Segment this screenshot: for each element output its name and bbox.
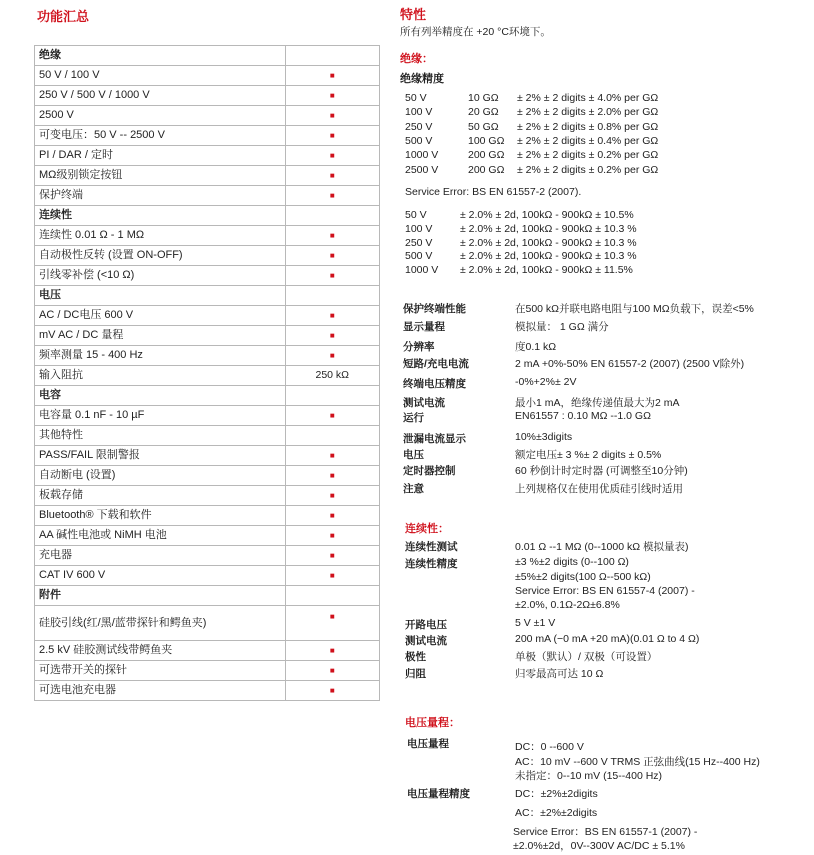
feature-label: 绝缘 bbox=[35, 46, 286, 66]
feature-value-cell bbox=[285, 166, 379, 186]
feature-label: mV AC / DC 量程 bbox=[35, 326, 286, 346]
feature-label: AA 碱性电池或 NiMH 电池 bbox=[35, 526, 286, 546]
feature-label: 电容 bbox=[35, 386, 286, 406]
feature-label: 输入阻抗 bbox=[35, 366, 286, 386]
feature-value-cell bbox=[285, 606, 379, 641]
accuracy-range: 10 GΩ bbox=[468, 92, 499, 104]
accuracy-value: ± 2% ± 2 digits ± 0.2% per GΩ bbox=[517, 149, 659, 162]
feature-row bbox=[35, 66, 380, 86]
feature-row bbox=[35, 486, 380, 506]
accuracy-value: ± 2% ± 2 digits ± 0.4% per GΩ bbox=[517, 134, 659, 147]
feature-value-cell bbox=[285, 286, 379, 306]
feature-value-cell bbox=[285, 266, 379, 286]
accuracy-value: ± 2% ± 2 digits ± 4.0% per GΩ bbox=[517, 92, 659, 104]
accuracy-voltage: 2500 V bbox=[405, 163, 439, 176]
feature-label: 硅胶引线(红/黑/蓝带探针和鳄鱼夹) bbox=[35, 606, 286, 641]
spec-label: 连续性精度 bbox=[405, 558, 458, 570]
feature-value-cell bbox=[285, 126, 379, 146]
feature-value-cell bbox=[285, 681, 379, 701]
accuracy-range: 200 GΩ bbox=[468, 149, 505, 162]
accuracy-value: ± 2% ± 2 digits ± 2.0% per GΩ bbox=[517, 106, 659, 119]
spec-value: 5 V ±1 V bbox=[515, 617, 556, 629]
feature-summary-table bbox=[34, 45, 380, 701]
spec-label: 保护终端性能 bbox=[403, 303, 466, 315]
included-marker: ■ bbox=[329, 351, 335, 360]
spec-value: 60 秒倒计时定时器 (可调整至10分钟) bbox=[515, 465, 688, 477]
feature-label: 可变电压：50 V -- 2500 V bbox=[35, 126, 286, 146]
feature-label: 50 V / 100 V bbox=[35, 66, 286, 86]
service-voltage: 250 V bbox=[405, 236, 433, 249]
feature-row bbox=[35, 546, 380, 566]
included-marker: ■ bbox=[329, 111, 335, 120]
accuracy-range: 20 GΩ bbox=[468, 106, 499, 119]
accuracy-voltage: 50 V bbox=[405, 92, 427, 104]
feature-value-cell bbox=[285, 426, 379, 446]
included-marker: ■ bbox=[329, 531, 335, 540]
feature-value-cell bbox=[285, 186, 379, 206]
feature-row bbox=[35, 681, 380, 701]
feature-label: 可选电池充电器 bbox=[35, 681, 286, 701]
feature-value-cell bbox=[285, 446, 379, 466]
spec-value: 度0.1 kΩ bbox=[515, 341, 557, 353]
included-marker: ■ bbox=[329, 151, 335, 160]
spec-label: 开路电压 bbox=[405, 619, 447, 631]
included-marker: ■ bbox=[329, 331, 335, 340]
spec-value: Service Error: BS EN 61557-4 (2007) - bbox=[515, 585, 695, 597]
voltage-range-line: 未指定：0--10 mV (15--400 Hz) bbox=[515, 770, 663, 782]
voltage-range-label: 电压量程 bbox=[407, 738, 449, 750]
spec-value: 最小1 mA，绝缘传递值最大为2 mA bbox=[515, 397, 680, 409]
feature-summary-title: 功能汇总 bbox=[37, 9, 90, 24]
spec-label: 测试电流 bbox=[405, 635, 447, 647]
included-marker: ■ bbox=[329, 271, 335, 280]
service-voltage: 500 V bbox=[405, 250, 433, 263]
feature-value-cell bbox=[285, 306, 379, 326]
accuracy-range: 50 GΩ bbox=[468, 120, 499, 133]
service-value: ± 2.0% ± 2d, 100kΩ - 900kΩ ± 10.5% bbox=[460, 209, 634, 221]
service-voltage: 1000 V bbox=[405, 264, 439, 277]
spec-value: 模拟量： 1 GΩ 满分 bbox=[515, 321, 609, 333]
feature-value: 250 kΩ bbox=[315, 369, 350, 381]
service-value: ± 2.0% ± 2d, 100kΩ - 900kΩ ± 10.3 % bbox=[460, 222, 637, 235]
insulation-accuracy-heading: 绝缘精度 bbox=[400, 73, 444, 85]
feature-row bbox=[35, 106, 380, 126]
spec-value: 额定电压± 3 %± 2 digits ± 0.5% bbox=[515, 449, 662, 461]
feature-label: PASS/FAIL 限制警报 bbox=[35, 446, 286, 466]
feature-row bbox=[35, 126, 380, 146]
feature-label: 2.5 kV 硅胶测试线带鳄鱼夹 bbox=[35, 641, 286, 661]
feature-row bbox=[35, 306, 380, 326]
spec-label: 测试电流 bbox=[403, 397, 445, 409]
accuracy-value: ± 2% ± 2 digits ± 0.8% per GΩ bbox=[517, 120, 659, 133]
voltage-range-heading: 电压量程： bbox=[405, 717, 460, 729]
feature-label: CAT IV 600 V bbox=[35, 566, 286, 586]
feature-row bbox=[35, 346, 380, 366]
voltage-service-line: ±2.0%±2d，0V--300V AC/DC ± 5.1% bbox=[513, 840, 685, 852]
feature-value-cell bbox=[285, 566, 379, 586]
feature-label: 电压 bbox=[35, 286, 286, 306]
spec-label: 终端电压精度 bbox=[403, 378, 466, 390]
service-voltage: 100 V bbox=[405, 222, 433, 235]
feature-label: 可选带开关的探针 bbox=[35, 661, 286, 681]
spec-label: 连续性测试 bbox=[405, 541, 458, 553]
feature-row bbox=[35, 186, 380, 206]
spec-value: 单极（默认）/ 双极（可设置） bbox=[515, 651, 658, 663]
included-marker: ■ bbox=[329, 612, 335, 621]
spec-label: 归阻 bbox=[405, 668, 426, 680]
voltage-range-line: DC：0 --600 V bbox=[515, 741, 584, 753]
feature-row bbox=[35, 606, 380, 641]
feature-value-cell bbox=[285, 146, 379, 166]
feature-value-cell bbox=[285, 206, 379, 226]
included-marker: ■ bbox=[329, 191, 335, 200]
feature-label: 保护终端 bbox=[35, 186, 286, 206]
included-marker: ■ bbox=[329, 451, 335, 460]
spec-value: EN61557 : 0.10 MΩ --1.0 GΩ bbox=[515, 410, 651, 422]
feature-value-cell bbox=[285, 406, 379, 426]
feature-row bbox=[35, 466, 380, 486]
feature-label: 2500 V bbox=[35, 106, 286, 126]
feature-value-cell bbox=[285, 506, 379, 526]
included-marker: ■ bbox=[329, 71, 335, 80]
included-marker: ■ bbox=[329, 571, 335, 580]
feature-value-cell bbox=[285, 106, 379, 126]
spec-label: 电压 bbox=[403, 449, 424, 461]
included-marker: ■ bbox=[329, 686, 335, 695]
feature-row bbox=[35, 661, 380, 681]
feature-label: 频率测量 15 - 400 Hz bbox=[35, 346, 286, 366]
spec-label: 泄漏电流显示 bbox=[403, 433, 466, 445]
insulation-heading: 绝缘： bbox=[400, 53, 433, 65]
service-voltage: 50 V bbox=[405, 209, 427, 221]
feature-row bbox=[35, 446, 380, 466]
accuracy-voltage: 100 V bbox=[405, 106, 433, 119]
feature-row bbox=[35, 86, 380, 106]
service-value: ± 2.0% ± 2d, 100kΩ - 900kΩ ± 10.3 % bbox=[460, 236, 637, 249]
feature-value-cell bbox=[285, 246, 379, 266]
spec-value: ±2.0%, 0.1Ω-2Ω±6.8% bbox=[515, 599, 620, 611]
service-value: ± 2.0% ± 2d, 100kΩ - 900kΩ ± 10.3 % bbox=[460, 250, 637, 263]
feature-value-cell bbox=[285, 366, 379, 386]
spec-value: 200 mA (−0 mA +20 mA)(0.01 Ω to 4 Ω) bbox=[515, 633, 700, 645]
feature-value-cell bbox=[285, 346, 379, 366]
included-marker: ■ bbox=[329, 666, 335, 675]
feature-value-cell bbox=[285, 466, 379, 486]
spec-value: -0%+2%± 2V bbox=[515, 376, 577, 388]
included-marker: ■ bbox=[329, 511, 335, 520]
feature-label: 引线零补偿 (<10 Ω) bbox=[35, 266, 286, 286]
feature-value-cell bbox=[285, 326, 379, 346]
spec-label: 极性 bbox=[405, 651, 426, 663]
feature-label: 板载存储 bbox=[35, 486, 286, 506]
spec-value: 在500 kΩ并联电路电阻与100 MΩ负载下，误差<5% bbox=[515, 303, 754, 315]
spec-value: 10%±3digits bbox=[515, 431, 573, 443]
feature-row bbox=[35, 426, 380, 446]
accuracy-voltage: 1000 V bbox=[405, 149, 439, 162]
section-row bbox=[35, 286, 380, 306]
accuracy-voltage: 250 V bbox=[405, 120, 433, 133]
spec-label: 分辨率 bbox=[403, 341, 435, 353]
feature-label: AC / DC电压 600 V bbox=[35, 306, 286, 326]
spec-value: ±3 %±2 digits (0--100 Ω) bbox=[515, 556, 629, 568]
included-marker: ■ bbox=[329, 171, 335, 180]
section-row bbox=[35, 386, 380, 406]
section-row bbox=[35, 46, 380, 66]
spec-value: 归零最高可达 10 Ω bbox=[515, 668, 604, 680]
feature-row bbox=[35, 641, 380, 661]
included-marker: ■ bbox=[329, 251, 335, 260]
feature-value-cell bbox=[285, 46, 379, 66]
feature-value-cell bbox=[285, 546, 379, 566]
feature-row bbox=[35, 506, 380, 526]
feature-value-cell bbox=[285, 86, 379, 106]
spec-label: 短路/充电电流 bbox=[403, 358, 469, 370]
feature-row bbox=[35, 326, 380, 346]
feature-label: 自动断电 (设置) bbox=[35, 466, 286, 486]
section-row bbox=[35, 586, 380, 606]
spec-label: 显示量程 bbox=[403, 321, 445, 333]
feature-value-cell bbox=[285, 526, 379, 546]
included-marker: ■ bbox=[329, 231, 335, 240]
feature-label: 连续性 bbox=[35, 206, 286, 226]
included-marker: ■ bbox=[329, 91, 335, 100]
service-value: ± 2.0% ± 2d, 100kΩ - 900kΩ ± 11.5% bbox=[460, 264, 633, 277]
feature-row bbox=[35, 406, 380, 426]
feature-value-cell bbox=[285, 641, 379, 661]
specifications-subtitle: 所有列举精度在 +20 °C环境下。 bbox=[400, 26, 551, 38]
spec-label: 运行 bbox=[403, 412, 424, 424]
spec-value: 2 mA +0%-50% EN 61557-2 (2007) (2500 V除外) bbox=[515, 358, 745, 370]
insulation-service-error: Service Error: BS EN 61557-2 (2007). bbox=[405, 186, 582, 198]
feature-row bbox=[35, 566, 380, 586]
voltage-service-line: Service Error：BS EN 61557-1 (2007) - bbox=[513, 826, 698, 838]
voltage-accuracy-line: AC：±2%±2digits bbox=[515, 807, 598, 819]
voltage-range-line: AC：10 mV --600 V TRMS 正弦曲线(15 Hz--400 Hz) bbox=[515, 756, 760, 768]
included-marker: ■ bbox=[329, 311, 335, 320]
feature-value-cell bbox=[285, 661, 379, 681]
feature-label: PI / DAR / 定时 bbox=[35, 146, 286, 166]
feature-label: Bluetooth® 下载和软件 bbox=[35, 506, 286, 526]
feature-label: MΩ级别锁定按钮 bbox=[35, 166, 286, 186]
feature-label: 自动极性反转 (设置 ON-OFF) bbox=[35, 246, 286, 266]
feature-label: 250 V / 500 V / 1000 V bbox=[35, 86, 286, 106]
feature-value-cell bbox=[285, 586, 379, 606]
accuracy-range: 200 GΩ bbox=[468, 163, 505, 176]
feature-row bbox=[35, 246, 380, 266]
included-marker: ■ bbox=[329, 551, 335, 560]
included-marker: ■ bbox=[329, 471, 335, 480]
accuracy-value: ± 2% ± 2 digits ± 0.2% per GΩ bbox=[517, 163, 659, 176]
specifications-title: 特性 bbox=[400, 7, 427, 22]
included-marker: ■ bbox=[329, 411, 335, 420]
spec-label: 定时器控制 bbox=[403, 465, 456, 477]
feature-label: 连续性 0.01 Ω - 1 MΩ bbox=[35, 226, 286, 246]
spec-value: 0.01 Ω --1 MΩ (0--1000 kΩ 模拟量表) bbox=[515, 541, 689, 553]
included-marker: ■ bbox=[329, 491, 335, 500]
continuity-heading: 连续性： bbox=[405, 523, 449, 535]
feature-row bbox=[35, 266, 380, 286]
spec-label: 注意 bbox=[403, 483, 424, 495]
voltage-accuracy-label: 电压量程精度 bbox=[407, 788, 470, 800]
feature-row bbox=[35, 166, 380, 186]
feature-value-cell bbox=[285, 66, 379, 86]
feature-row bbox=[35, 526, 380, 546]
feature-label: 充电器 bbox=[35, 546, 286, 566]
feature-row bbox=[35, 226, 380, 246]
feature-value-cell bbox=[285, 226, 379, 246]
accuracy-range: 100 GΩ bbox=[468, 134, 505, 147]
included-marker: ■ bbox=[329, 131, 335, 140]
spec-value: ±5%±2 digits(100 Ω--500 kΩ) bbox=[515, 571, 651, 583]
spec-value: 上列规格仅在使用优质硅引线时适用 bbox=[515, 483, 683, 495]
voltage-accuracy-line: DC：±2%±2digits bbox=[515, 788, 598, 800]
section-row bbox=[35, 206, 380, 226]
feature-label: 附件 bbox=[35, 586, 286, 606]
feature-value-cell bbox=[285, 386, 379, 406]
feature-row bbox=[35, 146, 380, 166]
feature-label: 其他特性 bbox=[35, 426, 286, 446]
feature-row bbox=[35, 366, 380, 386]
accuracy-voltage: 500 V bbox=[405, 134, 433, 147]
feature-label: 电容量 0.1 nF - 10 µF bbox=[35, 406, 286, 426]
included-marker: ■ bbox=[329, 646, 335, 655]
feature-value-cell bbox=[285, 486, 379, 506]
